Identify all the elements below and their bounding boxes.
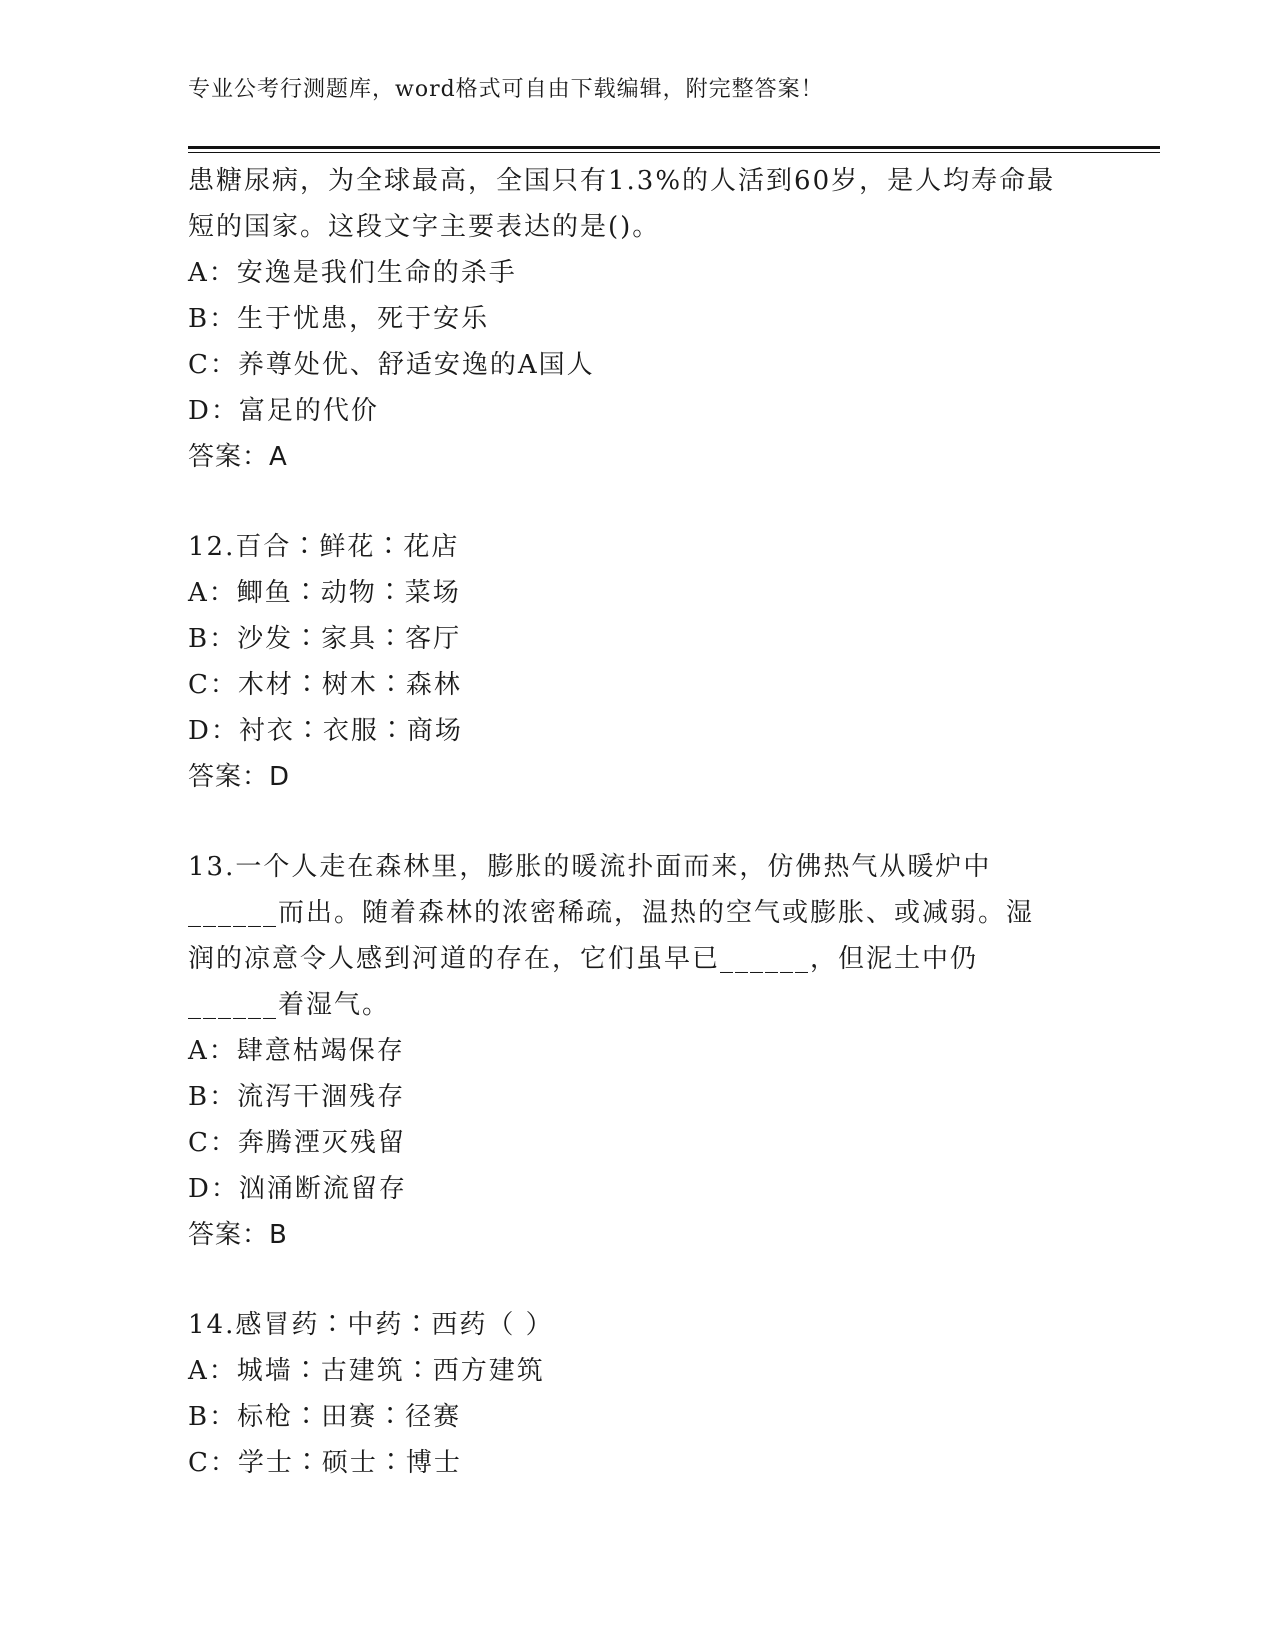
option-a: A：城墙∶古建筑∶西方建筑 [188, 1356, 545, 1386]
header-rule-thick [188, 146, 1160, 149]
option-c: C：木材∶树木∶森林 [188, 670, 462, 700]
option-c: C：奔腾湮灭残留 [188, 1128, 406, 1158]
option-b: B：生于忧患，死于安乐 [188, 304, 490, 334]
option-d: D：富足的代价 [188, 396, 379, 426]
question-stem-line: ______而出。随着森林的浓密稀疏，温热的空气或膨胀、或减弱。湿 [188, 898, 1035, 928]
option-a: A：肆意枯竭保存 [188, 1036, 405, 1066]
question-13 [188, 844, 1148, 1258]
question-12 [188, 524, 1148, 800]
option-c: C：养尊处优、舒适安逸的A国人 [188, 350, 595, 380]
question-content [188, 158, 1148, 1486]
question-11 [188, 158, 1148, 480]
option-b: B：流泻干涸残存 [188, 1082, 406, 1112]
option-a: A：安逸是我们生命的杀手 [188, 258, 517, 288]
question-stem-line: 12.百合∶鲜花∶花店 [188, 532, 460, 562]
option-d: D：衬衣∶衣服∶商场 [188, 716, 463, 746]
option-c: C：学士∶硕士∶博士 [188, 1448, 462, 1478]
question-stem-line: 短的国家。这段文字主要表达的是()。 [188, 212, 661, 242]
header-rule-thin [188, 152, 1160, 153]
question-stem-line: ______着湿气。 [188, 990, 391, 1020]
page-header: 专业公考行测题库，word格式可自由下载编辑，附完整答案！ [188, 77, 824, 102]
option-b: B：标枪∶田赛∶径赛 [188, 1402, 462, 1432]
option-d: D：汹涌断流留存 [188, 1174, 407, 1204]
option-b: B：沙发∶家具∶客厅 [188, 624, 462, 654]
option-a: A：鲫鱼∶动物∶菜场 [188, 578, 461, 608]
answer-line: 答案：B [188, 1220, 288, 1250]
answer-line: 答案：D [188, 762, 291, 792]
question-stem-line: 润的凉意令人感到河道的存在，它们虽早已______，但泥土中仍 [188, 944, 979, 974]
answer-line: 答案：A [188, 442, 288, 472]
question-14 [188, 1302, 1148, 1486]
question-stem-line: 患糖尿病，为全球最高，全国只有1.3%的人活到60岁，是人均寿命最 [188, 166, 1056, 196]
question-stem-line: 13.一个人走在森林里，膨胀的暖流扑面而来，仿佛热气从暖炉中 [188, 852, 992, 882]
question-stem-line: 14.感冒药∶中药∶西药（ ） [188, 1310, 554, 1340]
